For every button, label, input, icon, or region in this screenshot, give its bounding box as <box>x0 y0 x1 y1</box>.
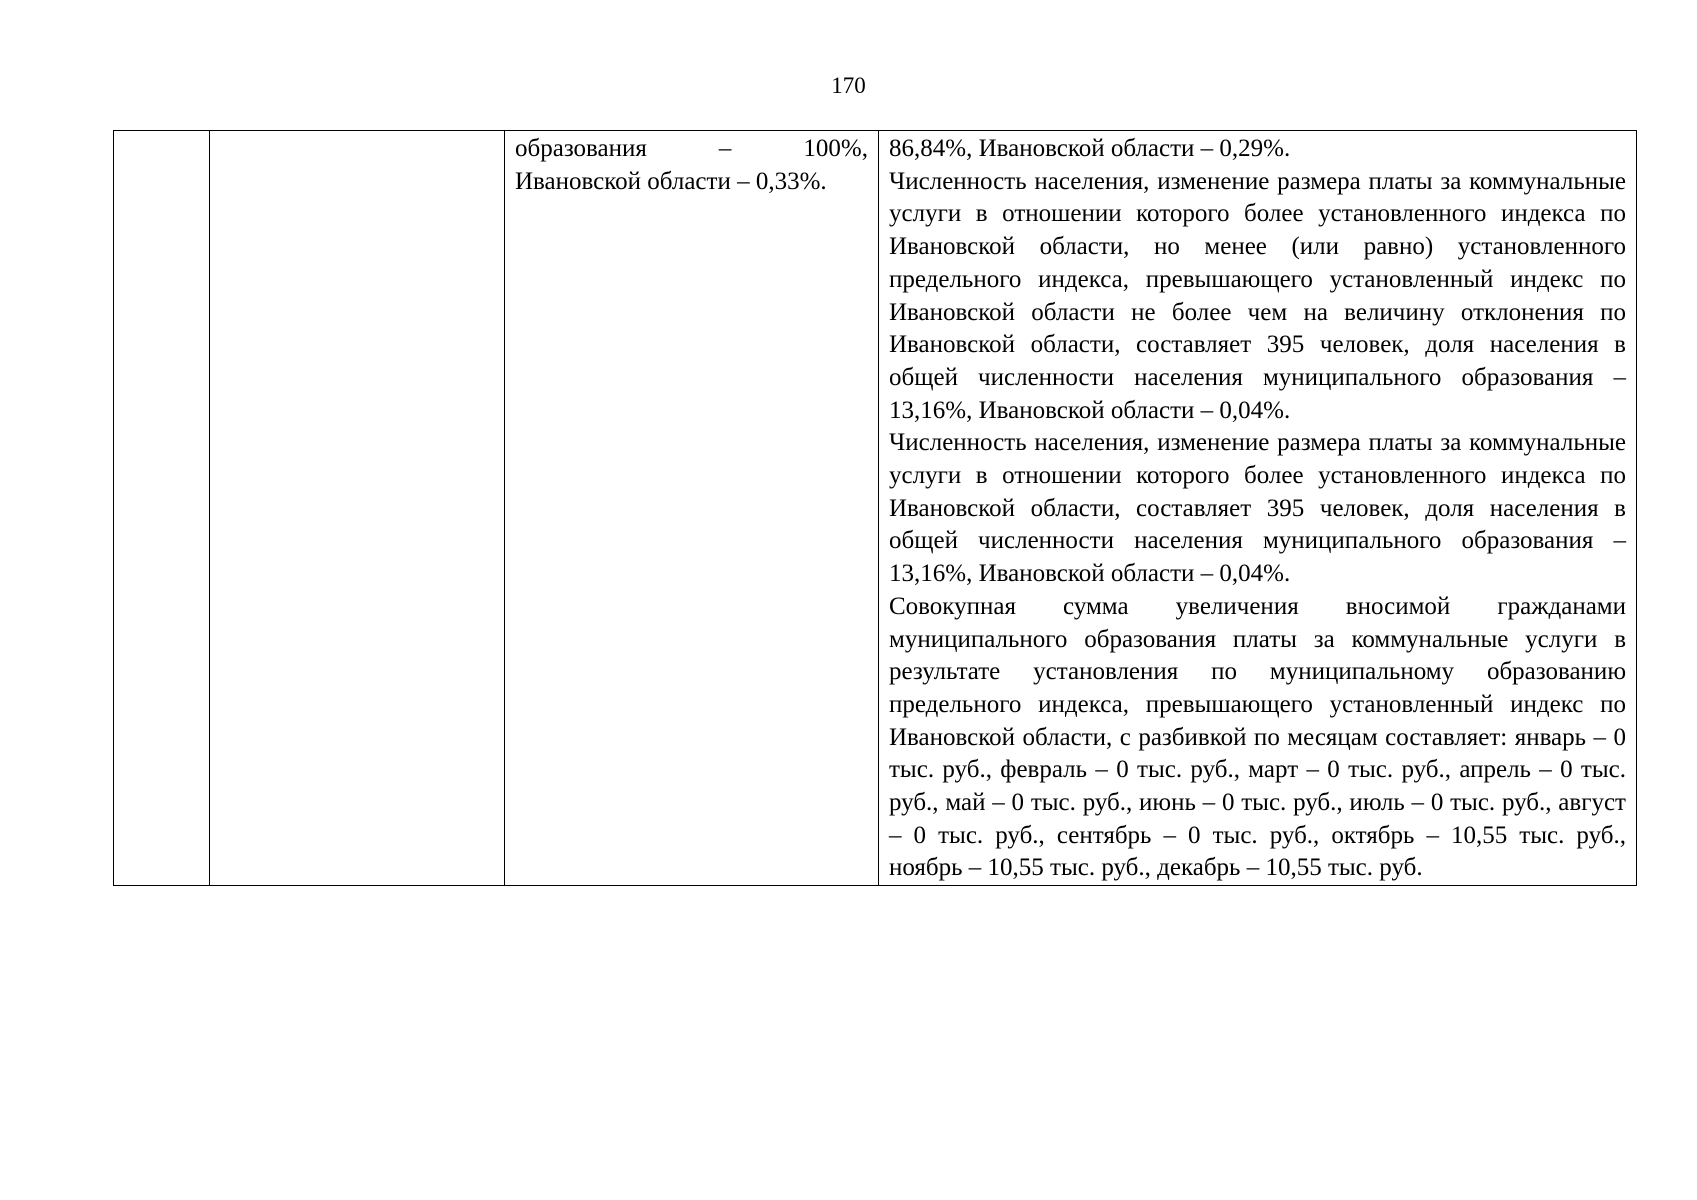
table-cell-description <box>879 131 1637 886</box>
table-cell-number <box>114 131 210 886</box>
description-paragraph-2: Численность населения, изменение размера платы за коммунальные услуги в отношении которого более установленного индекса по Ивановской области, но менее (или равно) установленного предельного индекса, превышающего установленный индекс по Ивановской области не более чем на величину отклонения по Ивановской области, составляет 395 человек, доля населения в общей численности населения муниципального образования – 13,16%, Ивановской области – 0,04%. <box>889 167 1626 424</box>
table-cell-share <box>505 131 879 886</box>
page-number: 170 <box>831 73 866 98</box>
table-row <box>114 131 1637 886</box>
description-paragraph-1: 86,84%, Ивановской области – 0,29%. <box>889 135 1291 162</box>
document-table <box>113 130 1637 886</box>
table-cell-name <box>210 131 505 886</box>
description-paragraph-3: Численность населения, изменение размера платы за коммунальные услуги в отношении которого более установленного индекса по Ивановской области, составляет 395 человек, доля населения в общей численности населения муниципального образования – 13,16%, Ивановской области – 0,04%. <box>889 429 1626 588</box>
share-paragraph: образования – 100%, Ивановской области – 0,33%. <box>515 135 868 195</box>
description-paragraph-4: Совокупная сумма увеличения вносимой гражданами муниципального образования платы за коммунальные услуги в результате установления по муниципальному образованию предельного индекса, превышающего установленный индекс по Ивановской области, с разбивкой по месяцам составляет: январь – 0 тыс. руб., февраль – 0 тыс. руб., март – 0 тыс. руб., апрель – 0 тыс. руб., май – 0 тыс. руб., июнь – 0 тыс. руб., июль – 0 тыс. руб., август – 0 тыс. руб., сентябрь – 0 тыс. руб., октябрь – 10,55 тыс. руб., ноябрь – 10,55 тыс. руб., декабрь – 10,55 тыс. руб. <box>889 592 1626 882</box>
